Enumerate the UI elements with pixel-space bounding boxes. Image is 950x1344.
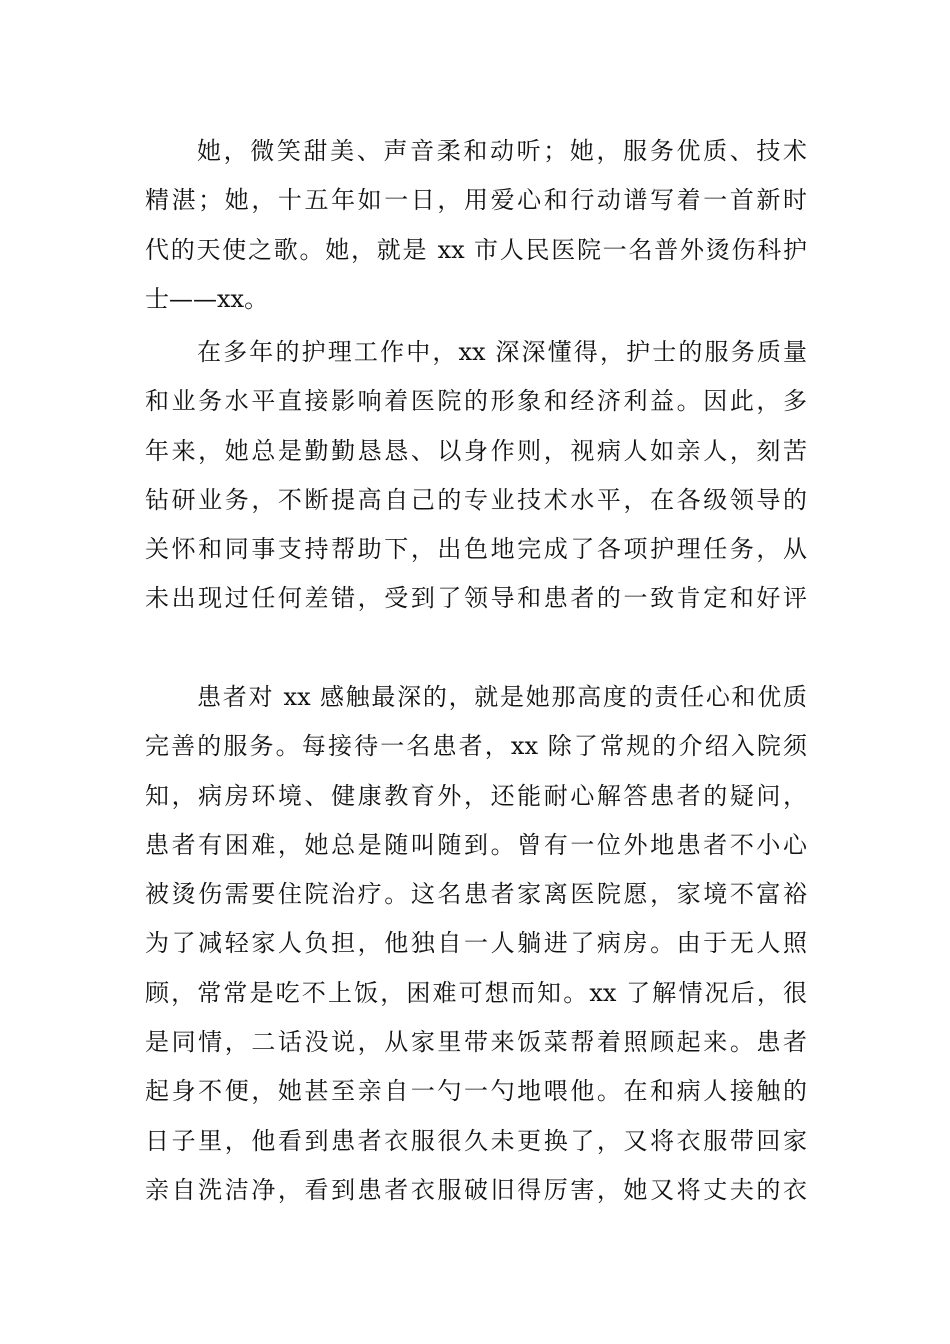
paragraph-work-attitude [145,328,807,624]
text-line: 未出现过任何差错，受到了领导和患者的一致肯定和好评 [145,584,807,613]
text-line: 士——xx。 [145,284,269,313]
text-line: 为了减轻家人负担，他独自一人躺进了病房。由于无人照 [145,929,807,958]
text-line: 钻研业务，不断提高自己的专业技术水平，在各级领导的 [145,485,807,514]
text-line: 和业务水平直接影响着医院的形象和经济利益。因此，多 [145,387,807,416]
text-line: 代的天使之歌。她，就是 xx 市人民医院一名普外烫伤科护 [145,235,807,264]
paragraph-intro [145,127,807,324]
text-line: 完善的服务。每接待一名患者，xx 除了常规的介绍入院须 [145,732,807,761]
text-line: 起身不便，她甚至亲自一勺一勺地喂他。在和病人接触的 [145,1077,807,1106]
paragraph-patient-care [145,673,807,1215]
text-line: 亲自洗洁净，看到患者衣服破旧得厉害，她又将丈夫的衣 [145,1175,807,1204]
text-line: 知，病房环境、健康教育外，还能耐心解答患者的疑问， [145,781,807,810]
text-line: 患者有困难，她总是随叫随到。曾有一位外地患者不小心 [145,830,807,859]
text-line: 在多年的护理工作中，xx 深深懂得，护士的服务质量 [197,338,807,366]
text-line: 精湛；她，十五年如一日，用爱心和行动谱写着一首新时 [145,186,807,215]
text-line: 顾，常常是吃不上饭，困难可想而知。xx 了解情况后，很 [145,978,807,1007]
text-line: 日子里，他看到患者衣服很久未更换了，又将衣服带回家 [145,1126,807,1155]
text-line: 是同情，二话没说，从家里带来饭菜帮着照顾起来。患者 [145,1028,807,1057]
text-line: 被烫伤需要住院治疗。这名患者家离医院愿，家境不富裕 [145,880,807,909]
text-line: 患者对 xx 感触最深的，就是她那高度的责任心和优质 [197,683,807,711]
text-line: 她，微笑甜美、声音柔和动听；她，服务优质、技术 [197,137,807,165]
text-line: 年来，她总是勤勤恳恳、以身作则，视病人如亲人，刻苦 [145,436,807,465]
text-line: 关怀和同事支持帮助下，出色地完成了各项护理任务，从 [145,535,807,564]
